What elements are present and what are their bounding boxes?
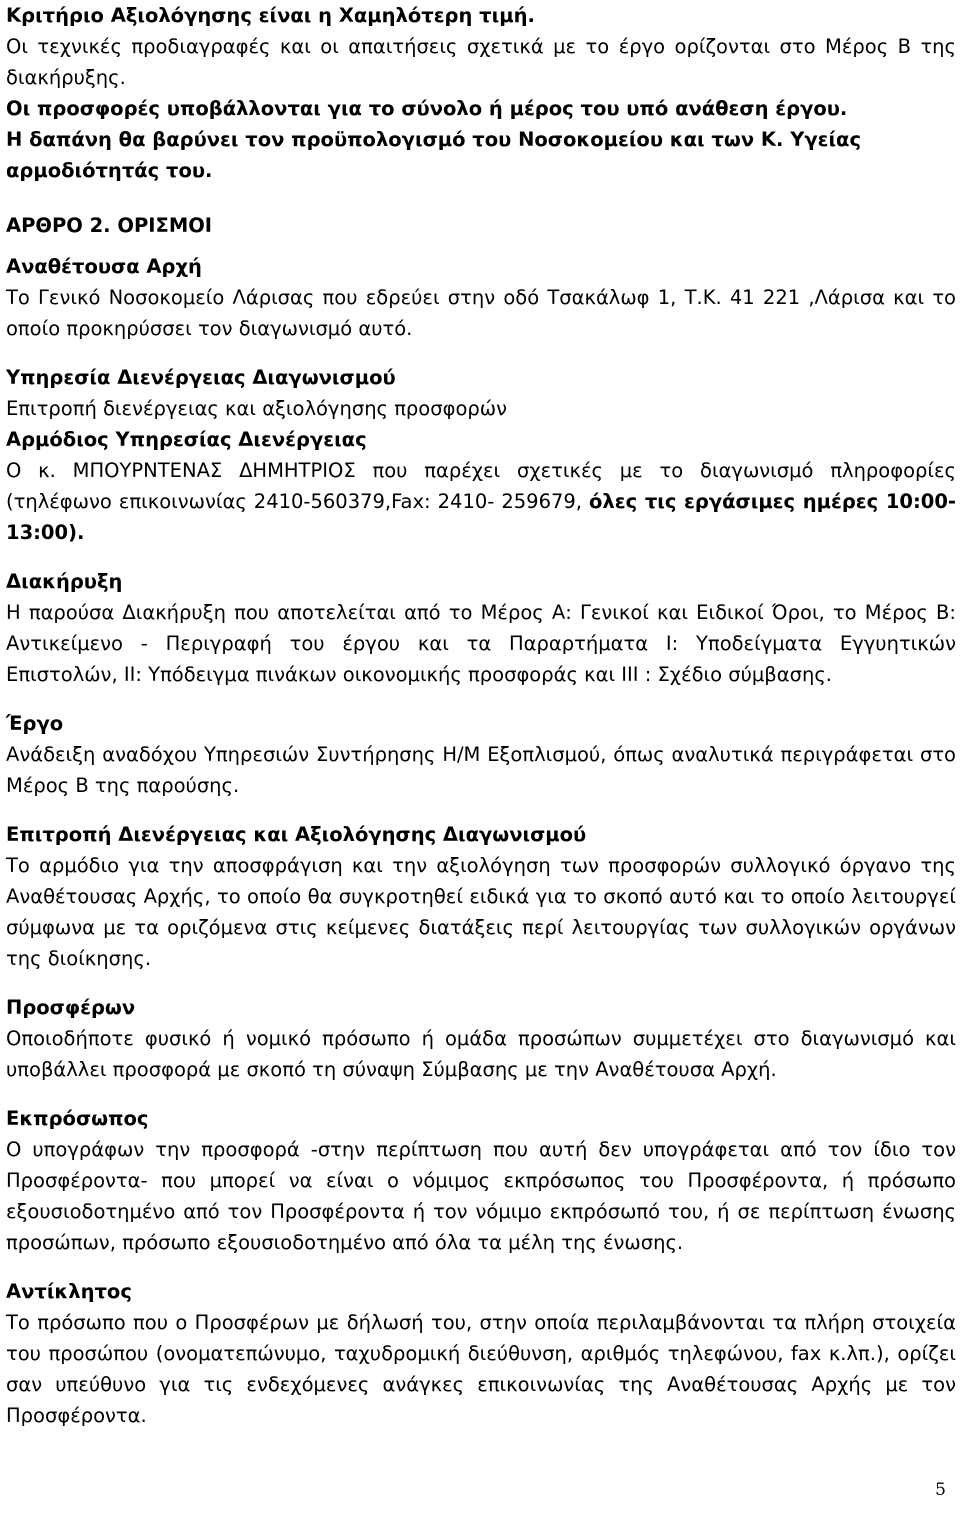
project-text: Ανάδειξη αναδόχου Υπηρεσιών Συντήρησης Η/Μ Εξοπλισμού, όπως αναλυτικά περιγράφεται στο Μέρος Β της παρούσης. — [6, 743, 956, 797]
cost-paragraph: Η δαπάνη θα βαρύνει τον προϋπολογισμό του Νοσοκομείου και των Κ. Υγείας αρμοδιότητάς του. — [6, 128, 862, 182]
offers-paragraph: Οι προσφορές υποβάλλονται για το σύνολο ή μέρος του υπό ανάθεση έργου. — [6, 97, 848, 120]
competent-text-bold: όλες τις εργάσιμες ημέρες 10:00-13:00). — [6, 490, 956, 544]
award-criterion: Κριτήριο Αξιολόγησης είναι η Χαμηλότερη τιμή. — [6, 4, 535, 27]
contact-text: Το πρόσωπο που ο Προσφέρων με δήλωσή του, στην οποία περιλαμβάνονται τα πλήρη στοιχεία του προσώπου (ονοματεπώνυμο, ταχυδρομική διεύθυνση, αριθμός τηλεφώνου, fax κ.λπ.), ορίζει σαν υπεύθυνο για τις ενδεχόμενες ανάγκες επικοινωνίας της Αναθέτουσας Αρχής με τον Προσφέροντα. — [6, 1311, 956, 1427]
service-heading: Υπηρεσία Διενέργειας Διαγωνισμού — [6, 366, 396, 389]
committee-text: Το αρμόδιο για την αποσφράγιση και την αξιολόγηση των προσφορών συλλογικό όργανο της Αναθέτουσας Αρχής, το οποίο θα συγκροτηθεί ειδικά για το σκοπό αυτό και το οποίο λειτουργεί σύμφωνα με τα οριζόμενα στις κείμενες διατάξεις περί λειτουργίας των συλλογικών οργάνων της διοίκησης. — [6, 854, 956, 970]
competent-text-plain: Ο κ. ΜΠΟΥΡΝΤΕΝΑΣ ΔΗΜΗΤΡΙΟΣ που παρέχει σχετικές με το διαγωνισμό πληροφορίες (τηλέφωνο επικοινωνίας 2410-560379,Fax: 2410- 259679, — [6, 459, 956, 513]
page-number: 5 — [935, 1480, 946, 1500]
representative-heading: Εκπρόσωπος — [6, 1107, 149, 1130]
bidder-heading: Προσφέρων — [6, 996, 136, 1019]
competent-text — [6, 455, 956, 548]
article-title: ΑΡΘΡΟ 2. ΟΡΙΣΜΟΙ — [6, 214, 213, 237]
service-text: Επιτροπή διενέργειας και αξιολόγησης προσφορών — [6, 397, 507, 420]
declaration-heading: Διακήρυξη — [6, 570, 123, 593]
document-page — [6, 0, 956, 1431]
authority-text: Το Γενικό Νοσοκομείο Λάρισας που εδρεύει στην οδό Τσακάλωφ 1, Τ.Κ. 41 221 ,Λάρισα και το οποίο προκηρύσσει τον διαγωνισμό αυτό. — [6, 286, 956, 340]
competent-heading: Αρμόδιος Υπηρεσίας Διενέργειας — [6, 428, 367, 451]
representative-text: Ο υπογράφων την προσφορά -στην περίπτωση που αυτή δεν υπογράφεται από τον ίδιο τον Προσφέροντα- που μπορεί να είναι ο νόμιμος εκπρόσωπος του Προσφέροντα, ή πρόσωπο εξουσιοδοτημένο από τον Προσφέροντα ή τον νόμιμο εκπρόσωπό του, ή σε περίπτωση ένωσης προσώπων, πρόσωπο εξουσιοδοτημένο από όλα τα μέλη της ένωσης. — [6, 1138, 956, 1254]
contact-heading: Αντίκλητος — [6, 1280, 132, 1303]
bidder-text: Οποιοδήποτε φυσικό ή νομικό πρόσωπο ή ομάδα προσώπων συμμετέχει στο διαγωνισμό και υποβάλλει προσφορά με σκοπό τη σύναψη Σύμβασης με την Αναθέτουσα Αρχή. — [6, 1027, 956, 1081]
declaration-text: Η παρούσα Διακήρυξη που αποτελείται από το Μέρος Α: Γενικοί και Ειδικοί Όροι, το Μέρος Β: Αντικείμενο - Περιγραφή του έργου και τα Παραρτήματα Ι: Υποδείγματα Εγγυητικών Επιστολών, ΙΙ: Υπόδειγμα πινάκων οικονομικής προσφοράς και ΙΙΙ : Σχέδιο σύμβασης. — [6, 601, 956, 686]
specs-paragraph: Οι τεχνικές προδιαγραφές και οι απαιτήσεις σχετικά με το έργο ορίζονται στο Μέρος Β της διακήρυξης. — [6, 35, 956, 89]
project-heading: Έργο — [6, 712, 64, 735]
authority-heading: Αναθέτουσα Αρχή — [6, 255, 202, 278]
committee-heading: Επιτροπή Διενέργειας και Αξιολόγησης Διαγωνισμού — [6, 823, 587, 846]
